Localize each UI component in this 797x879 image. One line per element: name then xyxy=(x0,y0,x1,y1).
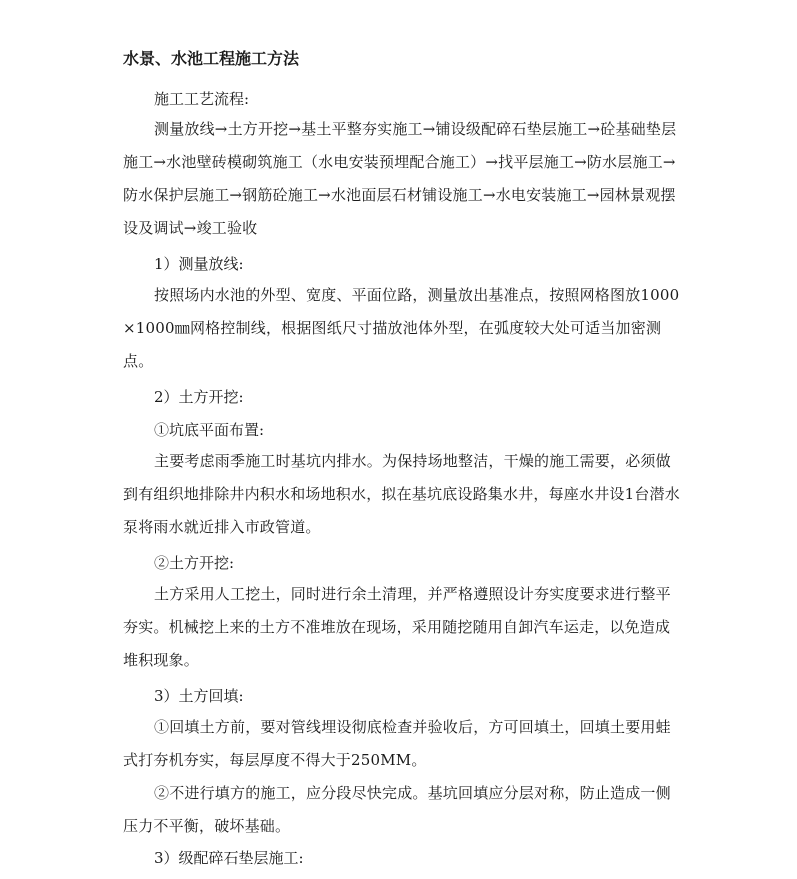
section-2-sub1-heading: ①坑底平面布置: xyxy=(154,421,265,439)
section-1-heading: 1）测量放线: xyxy=(154,255,244,273)
section-2-sub2-body: 土方采用人工挖土，同时进行余土清理，并严格遵照设计夯实度要求进行整平夯实。机械挖上来的土方不准堆放在现场，采用随挖随用自卸汽车运走，以免造成堆积现象。 xyxy=(123,585,671,669)
document-title: 水景、水池工程施工方法 xyxy=(123,49,300,68)
section-2-heading: 2）土方开挖: xyxy=(154,388,244,406)
section-4-heading: 3）级配碎石垫层施工: xyxy=(154,849,304,867)
process-flow-text: 测量放线→土方开挖→基土平整夯实施工→铺设级配碎石垫层施工→砼基础垫层施工→水池壁砖模砌筑施工（水电安装预埋配合施工）→找平层施工→防水层施工→防水保护层施工→钢筋砼施工→水池面层石材铺设施工→水电安装施工→园林景观摆设及调试→竣工验收 xyxy=(123,120,677,237)
section-3-item-1: ①回填土方前，要对管线埋设彻底检查并验收后，方可回填土，回填土要用蛙式打夯机夯实，每层厚度不得大于250MM。 xyxy=(123,718,671,769)
process-label: 施工工艺流程: xyxy=(154,90,250,108)
section-1-body: 按照场内水池的外型、宽度、平面位路，测量放出基准点，按照网格图放1000×1000㎜网格控制线，根据图纸尺寸描放池体外型，在弧度较大处可适当加密测点。 xyxy=(123,286,680,370)
section-3-heading: 3）土方回填: xyxy=(154,687,244,705)
section-3-item-2: ②不进行填方的施工，应分段尽快完成。基坑回填应分层对称，防止造成一侧压力不平衡，破坏基础。 xyxy=(123,784,671,835)
section-2-sub1-body: 主要考虑雨季施工时基坑内排水。为保持场地整洁，干燥的施工需要，必须做到有组织地排除井内积水和场地积水，拟在基坑底设路集水井，每座水井设1台潜水泵将雨水就近排入市政管道。 xyxy=(123,452,680,536)
section-2-sub2-heading: ②土方开挖: xyxy=(154,554,235,572)
